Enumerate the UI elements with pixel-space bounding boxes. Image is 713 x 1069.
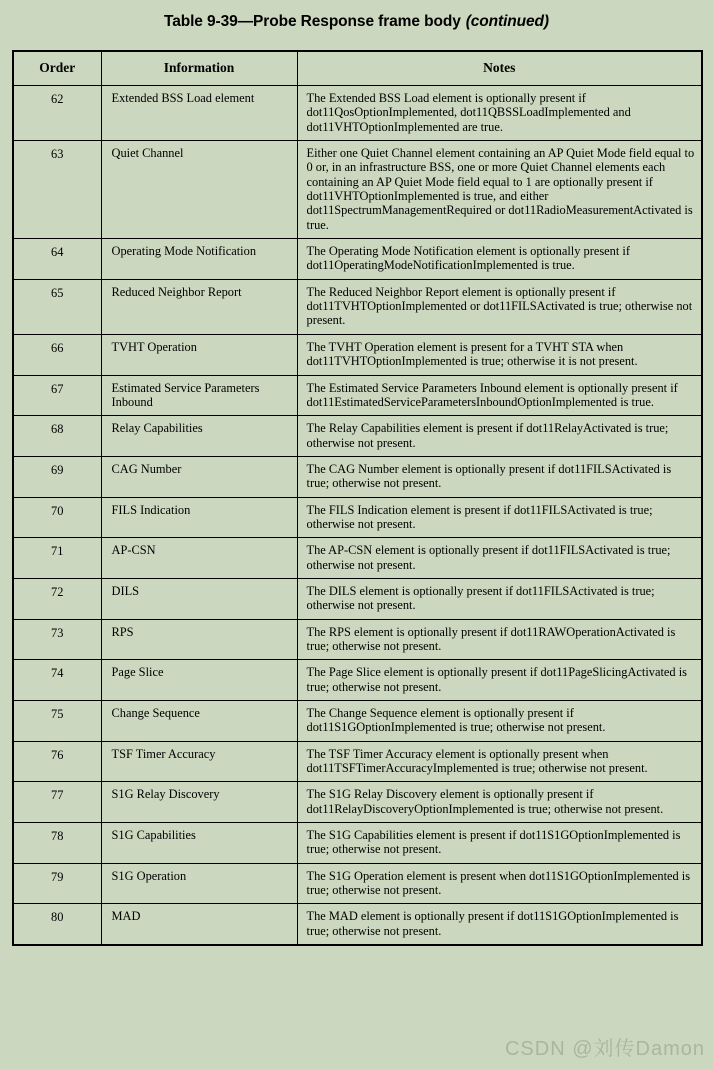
- table-title-continued: (continued): [465, 13, 549, 30]
- cell-notes: The S1G Operation element is present when dot11S1GOptionImplemented is true; otherwise not present.: [297, 863, 702, 904]
- cell-notes: The Operating Mode Notification element is optionally present if dot11OperatingModeNotificationImplemented is true.: [297, 239, 702, 280]
- cell-information: FILS Indication: [101, 497, 297, 538]
- cell-order: 66: [13, 334, 101, 375]
- table-row: [13, 782, 702, 823]
- cell-order: 67: [13, 375, 101, 416]
- table-row: [13, 456, 702, 497]
- table-row: [13, 701, 702, 742]
- cell-order: 65: [13, 279, 101, 334]
- cell-order: 73: [13, 619, 101, 660]
- column-header-notes: Notes: [297, 51, 702, 86]
- cell-order: 77: [13, 782, 101, 823]
- cell-information: S1G Capabilities: [101, 823, 297, 864]
- cell-information: TSF Timer Accuracy: [101, 741, 297, 782]
- cell-information: Quiet Channel: [101, 141, 297, 239]
- cell-order: 80: [13, 904, 101, 945]
- cell-order: 74: [13, 660, 101, 701]
- cell-information: S1G Relay Discovery: [101, 782, 297, 823]
- table-row: [13, 375, 702, 416]
- table-title-text: Table 9-39—Probe Response frame body: [163, 13, 461, 30]
- table-row: [13, 497, 702, 538]
- cell-information: TVHT Operation: [101, 334, 297, 375]
- cell-information: RPS: [101, 619, 297, 660]
- cell-order: 68: [13, 416, 101, 457]
- cell-notes: The DILS element is optionally present if dot11FILSActivated is true; otherwise not present.: [297, 578, 702, 619]
- cell-notes: The Page Slice element is optionally present if dot11PageSlicingActivated is true; otherwise not present.: [297, 660, 702, 701]
- table-row: [13, 538, 702, 579]
- cell-notes: Either one Quiet Channel element containing an AP Quiet Mode field equal to 0 or, in an infrastructure BSS, one or more Quiet Channel elements each containing an AP Quiet Mode field equal to 1 are optionally present if dot11VHTOptionImplemented is true, and either dot11SpectrumManagementRequired or dot11RadioMeasurementActivated is true.: [297, 141, 702, 239]
- cell-information: Estimated Service Parameters Inbound: [101, 375, 297, 416]
- cell-information: Change Sequence: [101, 701, 297, 742]
- cell-information: Reduced Neighbor Report: [101, 279, 297, 334]
- page-title: [0, 0, 713, 31]
- cell-order: 64: [13, 239, 101, 280]
- cell-notes: The TSF Timer Accuracy element is optionally present when dot11TSFTimerAccuracyImplemented is true; otherwise not present.: [297, 741, 702, 782]
- cell-order: 75: [13, 701, 101, 742]
- cell-order: 62: [13, 86, 101, 141]
- cell-notes: The CAG Number element is optionally present if dot11FILSActivated is true; otherwise not present.: [297, 456, 702, 497]
- cell-information: MAD: [101, 904, 297, 945]
- cell-notes: The TVHT Operation element is present for a TVHT STA when dot11TVHTOptionImplemented is true; otherwise it is not present.: [297, 334, 702, 375]
- cell-information: AP-CSN: [101, 538, 297, 579]
- cell-information: CAG Number: [101, 456, 297, 497]
- cell-order: 76: [13, 741, 101, 782]
- cell-order: 78: [13, 823, 101, 864]
- table-row: [13, 660, 702, 701]
- column-header-information: Information: [101, 51, 297, 86]
- cell-notes: The Change Sequence element is optionally present if dot11S1GOptionImplemented is true; otherwise not present.: [297, 701, 702, 742]
- cell-information: DILS: [101, 578, 297, 619]
- table-row: [13, 578, 702, 619]
- watermark: CSDN @刘传Damon: [504, 1038, 705, 1060]
- cell-information: Page Slice: [101, 660, 297, 701]
- table-header: [13, 51, 702, 86]
- table-body: [13, 86, 702, 946]
- table-row: [13, 823, 702, 864]
- table-row: [13, 279, 702, 334]
- table-row: [13, 741, 702, 782]
- probe-response-frame-body-table: [12, 50, 703, 946]
- table-row: [13, 86, 702, 141]
- cell-notes: The Extended BSS Load element is optionally present if dot11QosOptionImplemented, dot11QBSSLoadImplemented and dot11VHTOptionImplemented are true.: [297, 86, 702, 141]
- cell-notes: The FILS Indication element is present if dot11FILSActivated is true; otherwise not present.: [297, 497, 702, 538]
- table-row: [13, 416, 702, 457]
- table-row: [13, 863, 702, 904]
- column-header-order: Order: [13, 51, 101, 86]
- cell-order: 71: [13, 538, 101, 579]
- cell-order: 69: [13, 456, 101, 497]
- cell-notes: The Reduced Neighbor Report element is optionally present if dot11TVHTOptionImplemented or dot11FILSActivated is true; otherwise not present.: [297, 279, 702, 334]
- table-row: [13, 904, 702, 945]
- table-row: [13, 334, 702, 375]
- cell-order: 79: [13, 863, 101, 904]
- cell-information: Operating Mode Notification: [101, 239, 297, 280]
- table-row: [13, 141, 702, 239]
- cell-order: 63: [13, 141, 101, 239]
- table-header-row: [13, 51, 702, 86]
- cell-notes: The RPS element is optionally present if dot11RAWOperationActivated is true; otherwise not present.: [297, 619, 702, 660]
- cell-order: 70: [13, 497, 101, 538]
- cell-information: S1G Operation: [101, 863, 297, 904]
- cell-information: Extended BSS Load element: [101, 86, 297, 141]
- cell-notes: The Estimated Service Parameters Inbound element is optionally present if dot11EstimatedServiceParametersInboundOptionImplemented is true.: [297, 375, 702, 416]
- cell-notes: The Relay Capabilities element is present if dot11RelayActivated is true; otherwise not present.: [297, 416, 702, 457]
- cell-order: 72: [13, 578, 101, 619]
- cell-notes: The AP-CSN element is optionally present if dot11FILSActivated is true; otherwise not present.: [297, 538, 702, 579]
- cell-notes: The MAD element is optionally present if dot11S1GOptionImplemented is true; otherwise not present.: [297, 904, 702, 945]
- table-row: [13, 239, 702, 280]
- cell-notes: The S1G Relay Discovery element is optionally present if dot11RelayDiscoveryOptionImplemented is true; otherwise not present.: [297, 782, 702, 823]
- table-row: [13, 619, 702, 660]
- cell-information: Relay Capabilities: [101, 416, 297, 457]
- cell-notes: The S1G Capabilities element is present if dot11S1GOptionImplemented is true; otherwise not present.: [297, 823, 702, 864]
